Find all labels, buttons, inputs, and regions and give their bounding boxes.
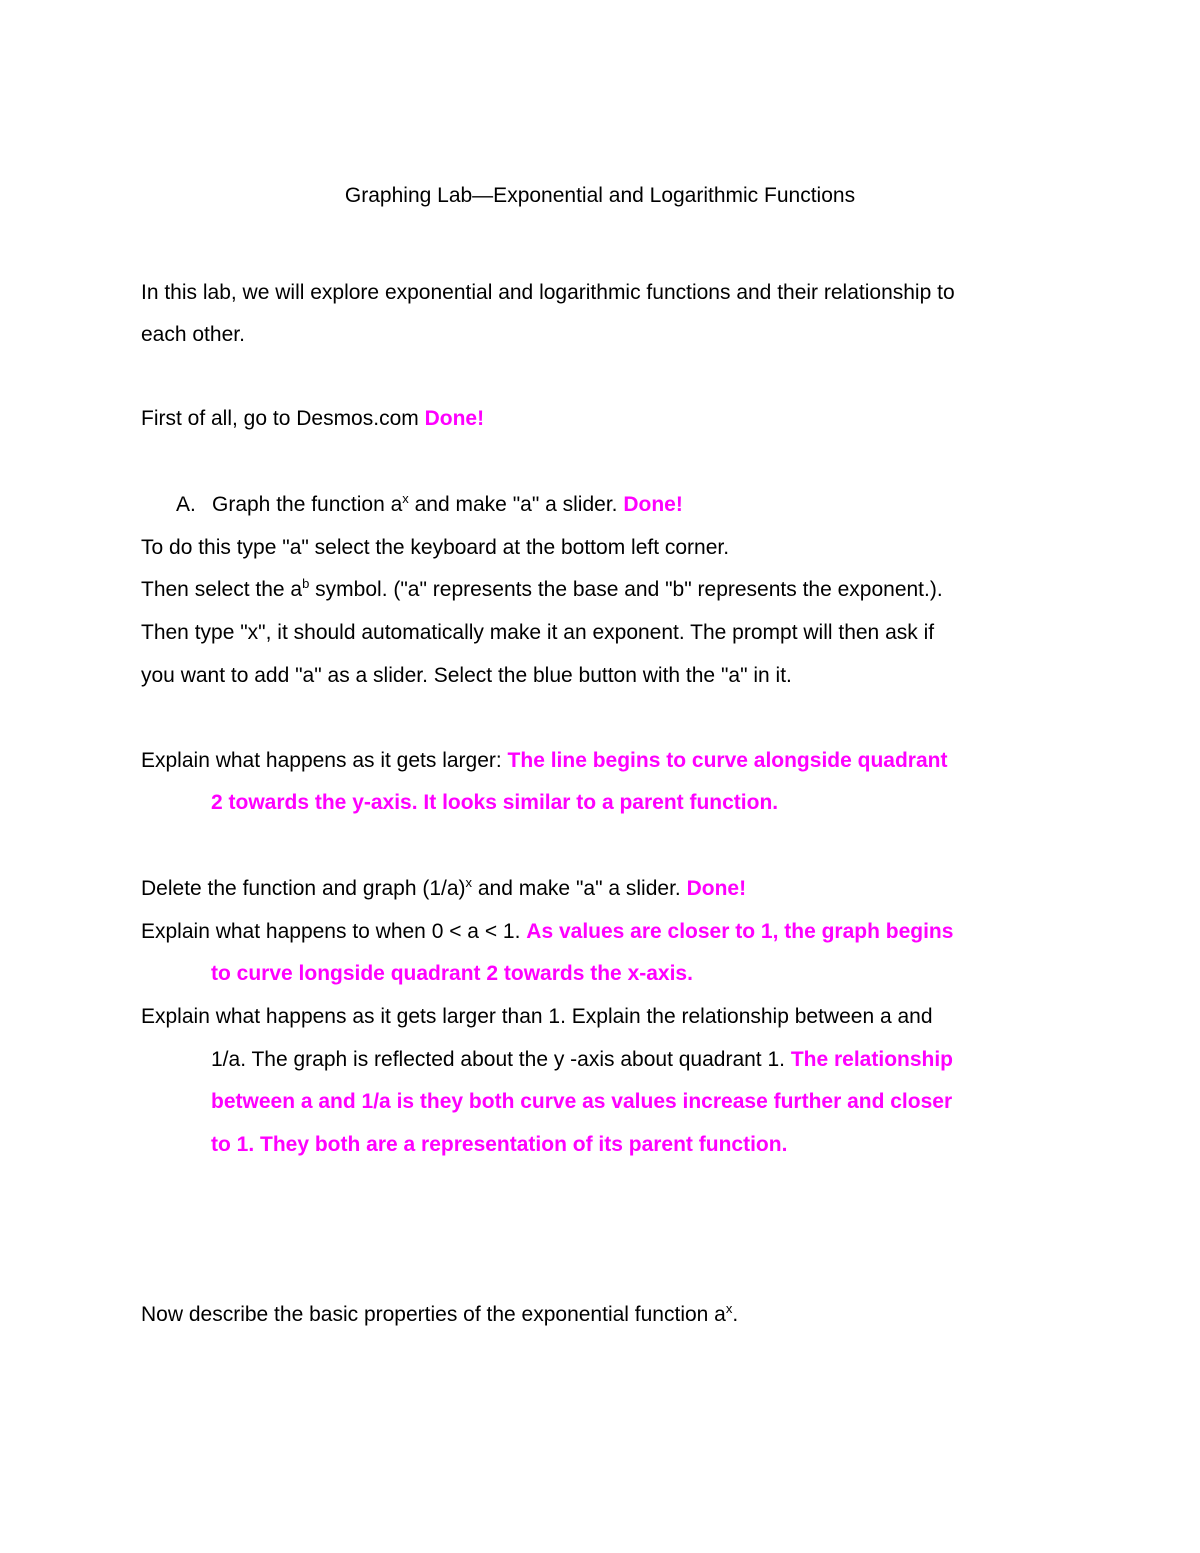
instruction-line-3: Then type "x", it should automatically make it an exponent. The prompt will then ask if	[141, 621, 935, 644]
part-a-marker: A.	[176, 493, 196, 516]
question-3	[141, 919, 953, 945]
instruction-line-2-text-after: symbol. ("a" represents the base and "b" represents the exponent.).	[309, 578, 943, 601]
instruction-line-1: To do this type "a" select the keyboard at the bottom left corner.	[141, 536, 730, 559]
question-4-line-2	[211, 1047, 953, 1073]
question-2-text-after: and make "a" a slider.	[472, 877, 687, 900]
question-2-answer: Done!	[686, 877, 747, 900]
part-a-answer: Done!	[623, 493, 683, 516]
step-desmos-answer: Done!	[424, 407, 485, 430]
instruction-line-4: you want to add "a" as a slider. Select the blue button with the "a" in it.	[141, 664, 792, 687]
question-2	[141, 876, 746, 902]
question-1-prompt: Explain what happens as it gets larger:	[141, 749, 508, 772]
question-3-answer-line-2: to curve longside quadrant 2 towards the x-axis.	[211, 962, 693, 985]
question-3-prompt: Explain what happens to when 0 < a < 1.	[141, 920, 527, 943]
question-4-answer-line-1: The relationship	[790, 1048, 954, 1071]
step-desmos	[141, 406, 484, 432]
final-prompt-text: Now describe the basic properties of the exponential function a	[141, 1303, 726, 1326]
part-a-text: Graph the function a	[212, 493, 403, 516]
question-4-answer-line-3: to 1. They both are a representation of its parent function.	[211, 1133, 788, 1156]
question-1	[141, 748, 947, 774]
page-title: Graphing Lab—Exponential and Logarithmic Functions	[344, 184, 856, 207]
question-3-answer-line-1: As values are closer to 1, the graph begins	[526, 920, 954, 943]
question-2-text: Delete the function and graph (1/a)	[141, 877, 466, 900]
step-desmos-text: First of all, go to Desmos.com	[141, 407, 425, 430]
question-1-answer-line-2: 2 towards the y-axis. It looks similar to a parent function.	[211, 791, 779, 814]
instruction-line-2-text: Then select the a	[141, 578, 303, 601]
question-4-prompt-line-2: 1/a. The graph is reflected about the y -axis about quadrant 1.	[211, 1048, 791, 1071]
question-2-superscript: x	[465, 875, 473, 890]
instruction-line-2-superscript: b	[302, 576, 310, 591]
part-a-text-after: and make "a" a slider.	[408, 493, 624, 516]
final-prompt-superscript: x	[725, 1301, 733, 1316]
question-4-answer-line-2: between a and 1/a is they both curve as values increase further and closer	[211, 1090, 953, 1113]
intro-line-1: In this lab, we will explore exponential and logarithmic functions and their relationship to	[141, 281, 955, 304]
part-a-prompt	[212, 492, 683, 518]
question-4-prompt-line-1: Explain what happens as it gets larger than 1. Explain the relationship between a and	[141, 1005, 933, 1028]
final-prompt-text-after: .	[732, 1303, 739, 1326]
instruction-line-2	[141, 577, 943, 603]
question-1-answer-line-1: The line begins to curve alongside quadrant	[507, 749, 948, 772]
intro-line-2: each other.	[141, 323, 245, 346]
part-a-superscript: x	[402, 491, 409, 506]
final-prompt	[141, 1302, 738, 1328]
